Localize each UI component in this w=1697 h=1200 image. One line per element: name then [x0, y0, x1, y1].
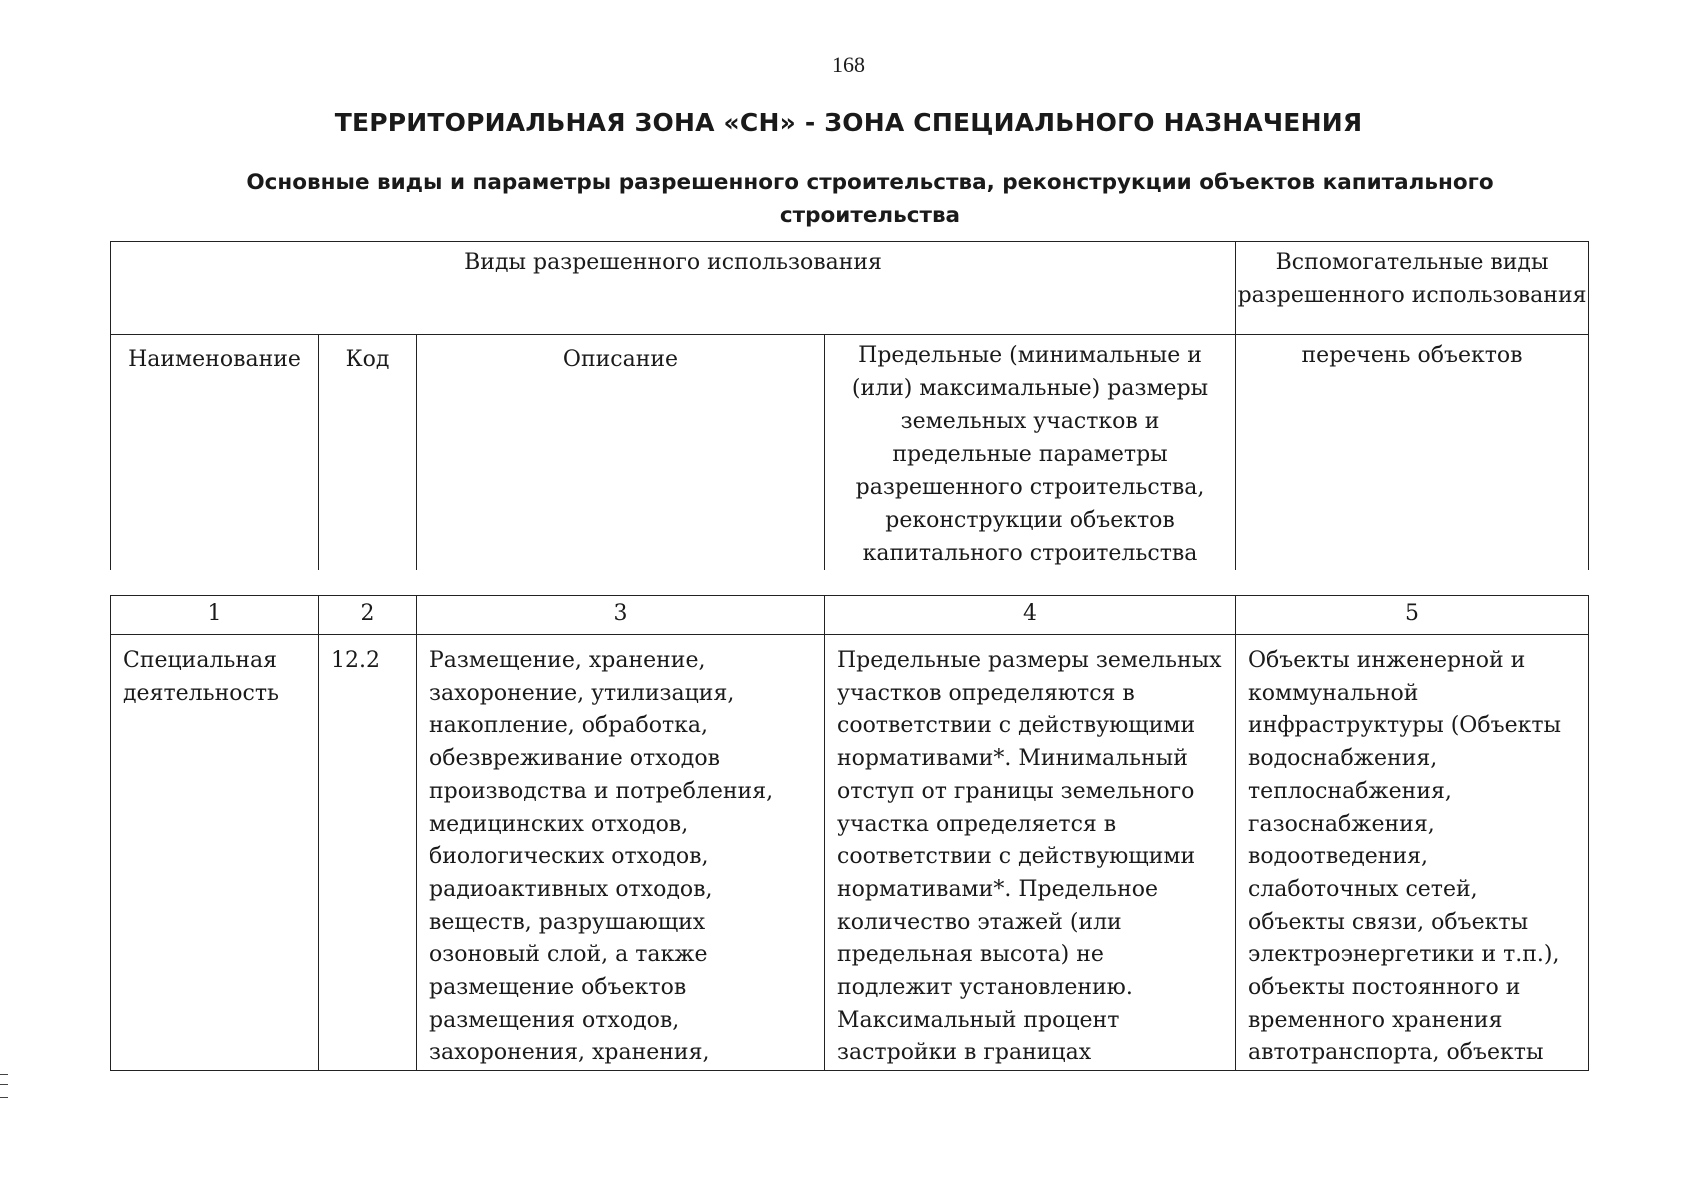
row-code-cell: 12.2	[319, 635, 417, 1071]
table-row	[111, 635, 1589, 1071]
scan-edge-mark	[0, 1074, 8, 1098]
column-number: 5	[1236, 596, 1589, 635]
row-objects-cell: Объекты инженерной и коммунальной инфраструктуры (Объекты водоснабжения, теплоснабжения, газоснабжения, водоотведения, слаботочных сетей, объекты связи, объекты электроэнергетики и т.п.), объекты постоянного и временного хранения автотранспорта, объекты	[1236, 635, 1589, 1071]
column-number-row	[111, 596, 1589, 635]
row-description-cell: Размещение, хранение, захоронение, утилизация, накопление, обработка, обезвреживание отходов производства и потребления, медицинских отходов, биологических отходов, радиоактивных отходов, веществ, разрушающих озоновый слой, а также размещение объектов размещения отходов, захоронения, хранения,	[417, 635, 825, 1071]
column-header-name: Наименование	[111, 335, 319, 571]
row-name-cell: Специальная деятельность	[111, 635, 319, 1071]
column-header-description: Описание	[417, 335, 825, 571]
column-number: 1	[111, 596, 319, 635]
data-table	[110, 595, 1589, 1071]
column-number: 4	[825, 596, 1236, 635]
column-header-parameters: Предельные (минимальные и (или) максимальные) размеры земельных участков и предельные параметры разрешенного строительства, реконструкции объектов капитального строительства	[825, 335, 1236, 571]
column-header-code: Код	[319, 335, 417, 571]
page-number: 168	[832, 52, 865, 77]
column-number: 2	[319, 596, 417, 635]
auxiliary-uses-header: Вспомогательные виды разрешенного использования	[1236, 242, 1589, 335]
column-header-objects-list: перечень объектов	[1236, 335, 1589, 571]
header-table	[110, 241, 1589, 570]
column-number: 3	[417, 596, 825, 635]
permitted-uses-header: Виды разрешенного использования	[111, 242, 1236, 335]
zone-title: ТЕРРИТОРИАЛЬНАЯ ЗОНА «СН» - ЗОНА СПЕЦИАЛЬНОГО НАЗНАЧЕНИЯ	[334, 108, 1363, 137]
row-parameters-cell: Предельные размеры земельных участков определяются в соответствии с действующими нормативами*. Минимальный отступ от границы земельного участка определяется в соответствии с действующими нормативами*. Предельное количество этажей (или предельная высота) не подлежит установлению. Максимальный процент застройки в границах	[825, 635, 1236, 1071]
section-subtitle: Основные виды и параметры разрешенного строительства, реконструкции объектов капитального строительства	[246, 170, 1494, 228]
